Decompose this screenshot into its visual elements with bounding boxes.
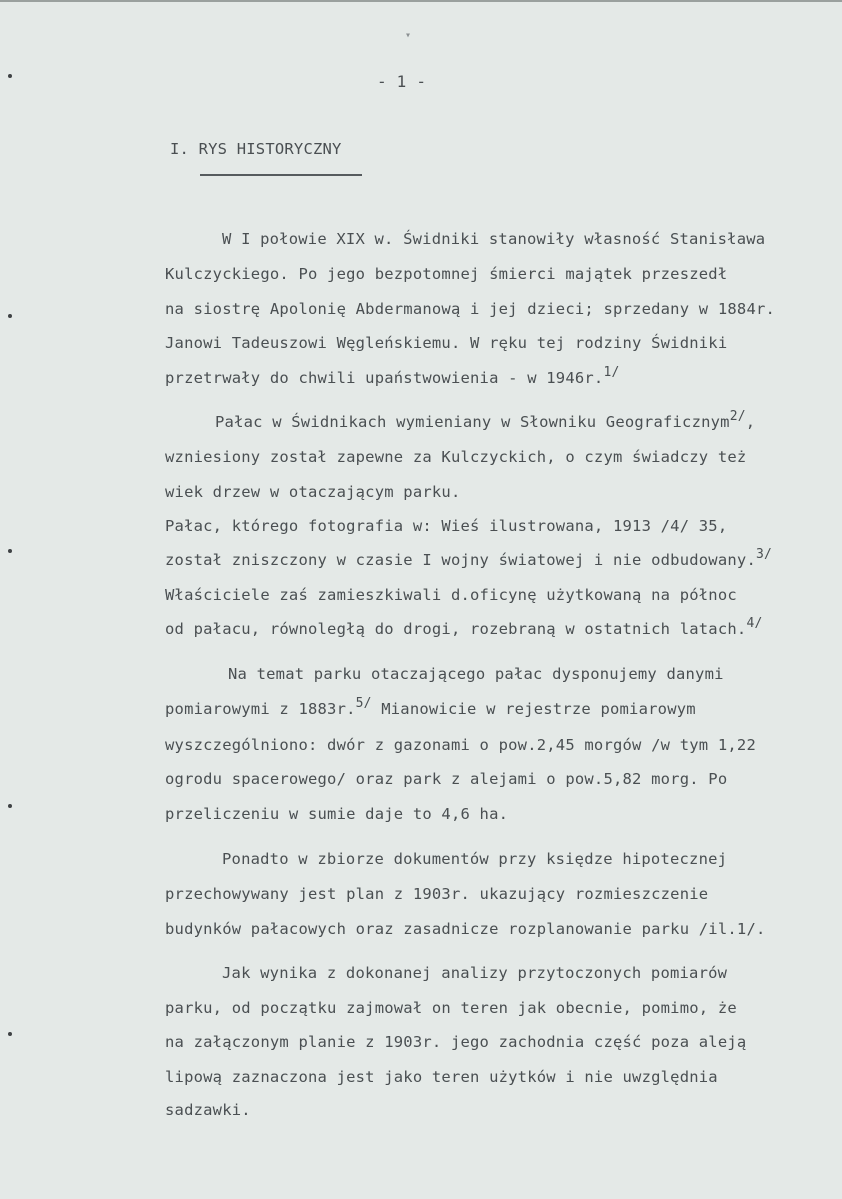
text-line xyxy=(165,884,708,904)
text-line xyxy=(165,516,727,536)
text-line xyxy=(165,735,756,755)
line-text: Ponadto w zbiorze dokumentów przy księdze hipotecznej xyxy=(222,850,728,868)
line-text: parku, od początku zajmował on teren jak obecnie, pomimo, że xyxy=(165,999,737,1017)
text-line xyxy=(165,333,727,353)
line-text: na załączonym planie z 1903r. jego zachodnia część poza aleją xyxy=(165,1033,747,1051)
line-text: Pałac w Świdnikach wymieniany w Słowniku Geograficznym xyxy=(215,413,730,431)
line-text: Jak wynika z dokonanej analizy przytoczonych pomiarów xyxy=(222,964,728,982)
line-text: Pałac, którego fotografia w: Wieś ilustrowana, 1913 /4/ 35, xyxy=(165,517,728,535)
text-line xyxy=(222,849,727,869)
text-line xyxy=(165,585,737,605)
footnote-reference: 4/ xyxy=(746,616,763,631)
text-line xyxy=(165,1100,251,1120)
punch-hole-dot xyxy=(8,1032,12,1036)
line-text-continuation: , xyxy=(745,413,756,431)
line-text: wyszczególniono: dwór z gazonami o pow.2,45 morgów /w tym 1,22 xyxy=(165,736,756,754)
line-text-continuation: Mianowicie w rejestrze pomiarowym xyxy=(371,700,696,718)
line-text: od pałacu, równoległą do drogi, rozebraną w ostatnich latach. xyxy=(165,620,747,638)
text-line xyxy=(165,696,696,721)
text-line xyxy=(165,1032,746,1052)
text-line xyxy=(165,447,746,467)
line-text: lipową zaznaczona jest jako teren użytków i nie uwzględnia xyxy=(165,1068,718,1086)
line-text: wzniesiony został zapewne za Kulczyckich, o czym świadczy też xyxy=(165,448,747,466)
text-line xyxy=(165,616,763,641)
text-line xyxy=(165,547,773,572)
text-line xyxy=(165,482,461,502)
line-text: Właściciele zaś zamieszkiwali d.oficynę użytkowaną na północ xyxy=(165,586,737,604)
text-line xyxy=(165,919,766,939)
text-line xyxy=(215,409,756,434)
footnote-reference: 1/ xyxy=(603,365,620,380)
footnote-reference: 5/ xyxy=(355,696,372,711)
line-text: przechowywany jest plan z 1903r. ukazujący rozmieszczenie xyxy=(165,885,709,903)
text-line xyxy=(165,1067,718,1087)
text-line xyxy=(228,664,724,684)
line-text: budynków pałacowych oraz zasadnicze rozplanowanie parku /il.1/. xyxy=(165,920,766,938)
line-text: W I połowie XIX w. Świdniki stanowiły własność Stanisława xyxy=(222,230,766,248)
text-line xyxy=(165,998,737,1018)
line-text: Janowi Tadeuszowi Węgleńskiemu. W ręku tej rodziny Świdniki xyxy=(165,334,728,352)
line-text: pomiarowymi z 1883r. xyxy=(165,700,356,718)
line-text: na siostrę Apolonię Abdermanową i jej dzieci; sprzedany w 1884r. xyxy=(165,300,776,318)
punch-hole-dot xyxy=(8,804,12,808)
ink-mark: ▾ xyxy=(405,30,412,41)
heading-underline xyxy=(200,174,362,176)
line-text: wiek drzew w otaczającym parku. xyxy=(165,483,461,501)
punch-hole-dot xyxy=(8,314,12,318)
text-line xyxy=(165,365,620,390)
line-text: przeliczeniu w sumie daje to 4,6 ha. xyxy=(165,805,509,823)
line-text: został zniszczony w czasie I wojny światowej i nie odbudowany. xyxy=(165,551,756,569)
text-line xyxy=(222,229,765,249)
text-line xyxy=(165,299,775,319)
text-line xyxy=(222,963,727,983)
punch-hole-dot xyxy=(8,549,12,553)
line-text: przetrwały do chwili upaństwowienia - w 1946r. xyxy=(165,369,604,387)
text-line xyxy=(165,264,727,284)
line-text: ogrodu spacerowego/ oraz park z alejami o pow.5,82 morg. Po xyxy=(165,770,728,788)
footnote-reference: 2/ xyxy=(729,409,746,424)
line-text: sadzawki. xyxy=(165,1101,251,1119)
text-line xyxy=(165,804,508,824)
line-text: Na temat parku otaczającego pałac dysponujemy danymi xyxy=(228,665,724,683)
line-text: Kulczyckiego. Po jego bezpotomnej śmierci majątek przeszedł xyxy=(165,265,728,283)
footnote-reference: 3/ xyxy=(755,547,773,562)
section-heading: I. RYS HISTORYCZNY xyxy=(170,140,342,158)
punch-hole-dot xyxy=(8,74,12,78)
page-number: - 1 - xyxy=(377,72,427,91)
text-line xyxy=(165,769,727,789)
